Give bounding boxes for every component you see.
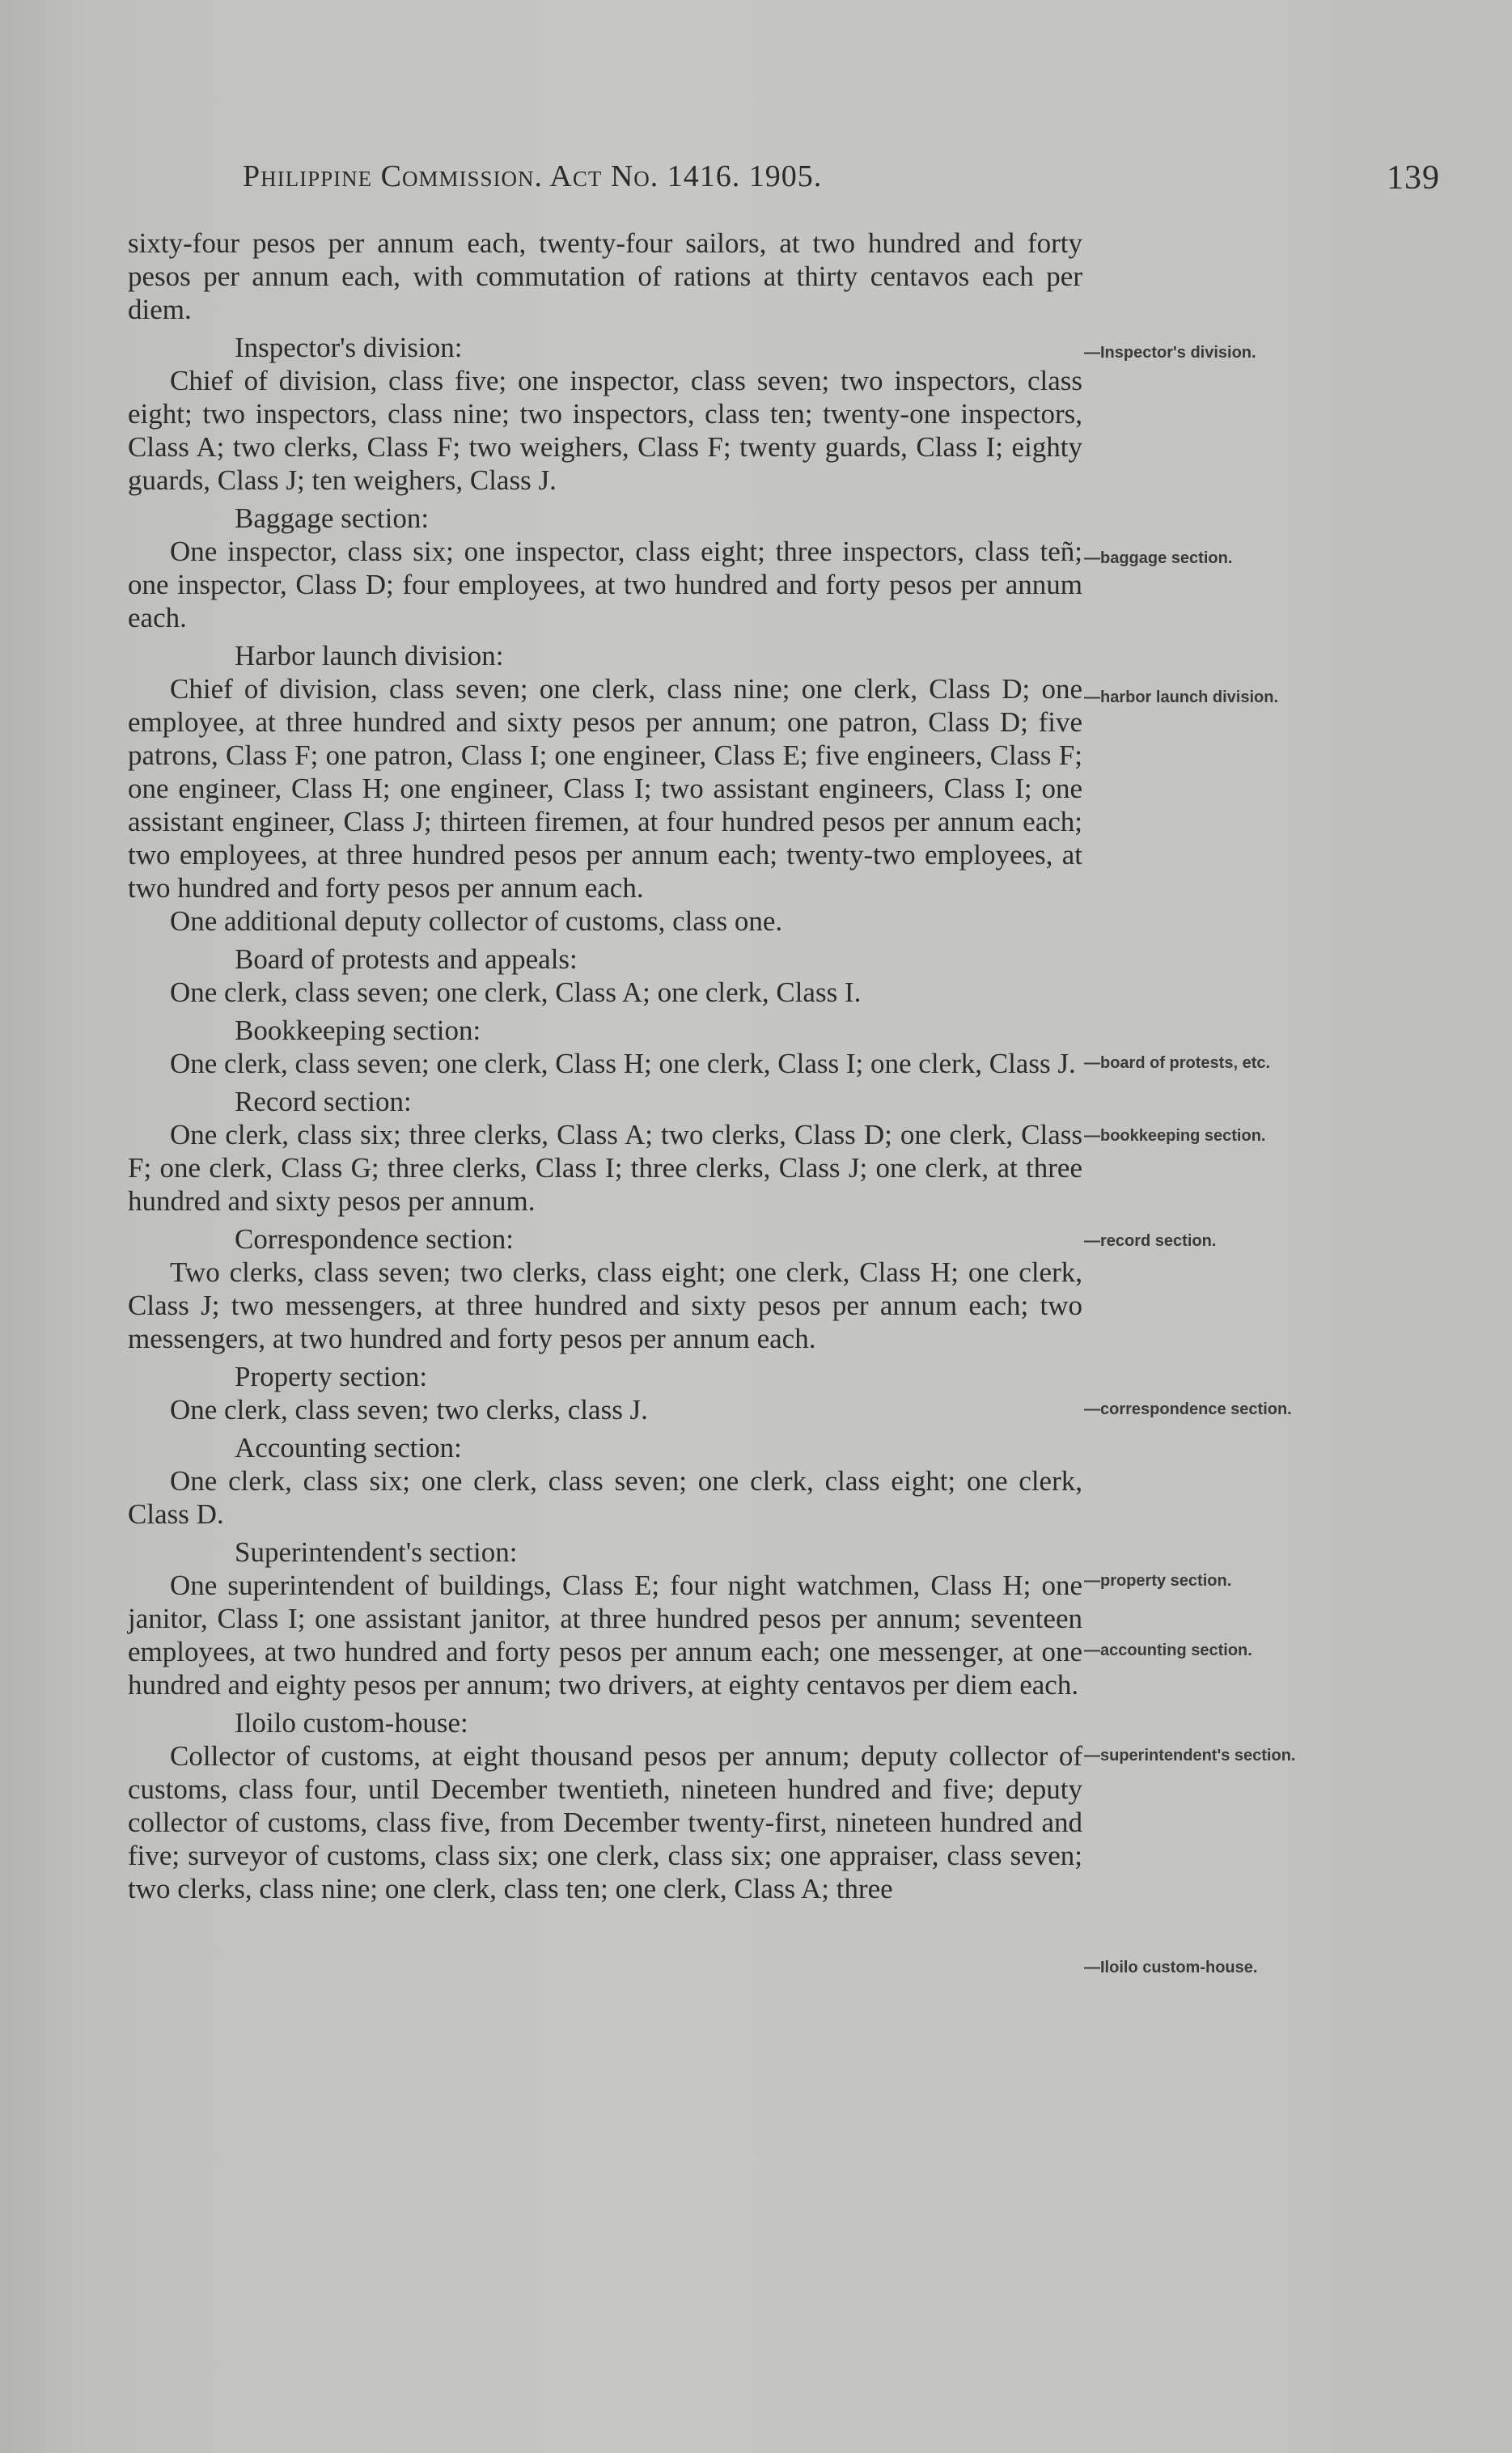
margin-note: —correspondence section. [1084,1400,1292,1418]
margin-note: —superintendent's section. [1084,1747,1296,1765]
section-heading: Harbor launch division: [235,640,504,672]
running-head: Philippine Commission. Act No. 1416. 1905. [243,159,823,193]
paragraph: Collector of customs, at eight thousand pesos per annum; deputy collector of customs, class four, until December twentieth, nineteen hundred and five; deputy collector of customs, class five, from December twenty-first, nineteen hundred and five; surveyor of customs, class six; one clerk, class six; one appraiser, class seven; two clerks, class nine; one clerk, class ten; one clerk, Class A; three [128,1740,1082,1904]
margin-note: —baggage section. [1084,549,1233,567]
section-heading: Property section: [235,1361,428,1392]
section-heading: Bookkeeping section: [235,1015,481,1046]
paragraph: One clerk, class seven; two clerks, class J. [170,1394,648,1426]
section-heading: Inspector's division: [235,332,463,363]
margin-note: —board of protests, etc. [1084,1054,1271,1072]
paragraph: Chief of division, class seven; one clerk, class nine; one clerk, Class D; one employee, at three hundred and sixty pesos per annum; one patron, Class D; five patrons, Class F; one patron, Class I; one engineer, Class E; five engineers, Class F; one engineer, Class H; one engineer, Class I; two assistant engineers, Class I; one assistant engineer, Class J; thirteen firemen, at four hundred pesos per annum each; two employees, at three hundred pesos per annum each; twenty-two employees, at two hundred and forty pesos per annum each. [128,673,1082,904]
paragraph: One superintendent of buildings, Class E; four night watchmen, Class H; one janitor, Class I; one assistant janitor, at three hundred pesos per annum; seventeen employees, at two hundred and forty pesos per annum each; one messenger, at one hundred and eighty pesos per annum; two drivers, at eighty centavos per diem each. [128,1570,1082,1701]
margin-note: —record section. [1084,1232,1217,1250]
section-heading: Baggage section: [235,502,430,534]
body-text [128,227,1082,1905]
margin-note: —Inspector's division. [1084,344,1256,362]
paragraph: One additional deputy collector of customs, class one. [170,905,783,937]
section-heading: Iloilo custom-house: [235,1707,468,1739]
page-number: 139 [1387,159,1440,197]
section-heading: Superintendent's section: [235,1536,518,1568]
paragraph: One clerk, class six; one clerk, class seven; one clerk, class eight; one clerk, Class D. [128,1465,1082,1530]
paragraph: One clerk, class seven; one clerk, Class A; one clerk, Class I. [170,977,862,1008]
paragraph: sixty-four pesos per annum each, twenty-four sailors, at two hundred and forty pesos per annum each, with commutation of rations at thirty centavos each per diem. [128,227,1082,325]
section-heading: Accounting section: [235,1432,462,1464]
margin-note: —harbor launch division. [1084,688,1279,706]
margin-note: —Iloilo custom-house. [1084,1959,1258,1976]
margin-note: —property section. [1084,1572,1232,1590]
paragraph: One clerk, class seven; one clerk, Class H; one clerk, Class I; one clerk, Class J. [170,1048,1076,1079]
paragraph: Two clerks, class seven; two clerks, class eight; one clerk, Class H; one clerk, Class J; two messengers, at three hundred and sixty pesos per annum each; two messengers, at two hundred and forty pesos per annum each. [128,1256,1082,1354]
paragraph: Chief of division, class five; one inspector, class seven; two inspectors, class eight; two inspectors, class nine; two inspectors, class ten; twenty-one inspectors, Class A; two clerks, Class F; two weighers, Class F; twenty guards, Class I; eighty guards, Class J; ten weighers, Class J. [128,365,1082,496]
page-header [243,159,1440,207]
margin-note: —accounting section. [1084,1642,1252,1659]
section-heading: Record section: [235,1086,412,1117]
section-heading: Correspondence section: [235,1223,515,1255]
section-heading: Board of protests and appeals: [235,943,578,975]
paragraph: One inspector, class six; one inspector, class eight; three inspectors, class teñ; one inspector, Class D; four employees, at two hundred and forty pesos per annum each. [128,536,1082,633]
paragraph: One clerk, class six; three clerks, Class A; two clerks, Class D; one clerk, Class F; one clerk, Class G; three clerks, Class I; three clerks, Class J; one clerk, at three hundred and sixty pesos per annum. [128,1119,1082,1217]
margin-note: —bookkeeping section. [1084,1127,1266,1145]
